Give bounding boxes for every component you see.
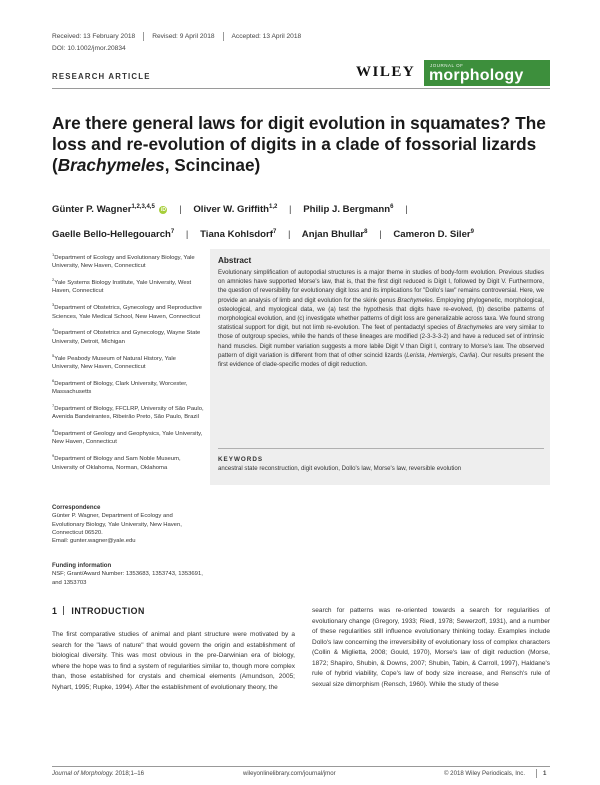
affiliation: $^5$Yale Peabody Museum of Natural History, Yale University, New Haven, Connecticut — [52, 352, 176, 370]
doi[interactable]: DOI: 10.1002/jmor.20834 — [52, 45, 126, 52]
author-separator: | — [287, 229, 291, 241]
correspondence-heading: Correspondence — [52, 504, 101, 511]
title-line: loss and re-evolution of digits in a clade of fossorial lizards — [52, 134, 537, 154]
affiliation: $^6$Department of Biology, Clark University, Worcester, Massachusetts — [52, 377, 188, 396]
footer-divider — [52, 766, 550, 767]
footer-separator — [536, 769, 537, 778]
date-separator — [143, 32, 144, 41]
journal-logo — [424, 60, 550, 86]
body-column-right: search for patterns was re-oriented towards a search for regularities of evolutionary change (Gregory, 1933; Riedl, 1978; Sewerzoff, 1931), and a number of these regularities still influence evolutionary thinking today. Examples include Dollo's law concerning the irreversibility of evolutionary loss of complex characters (Collin & Miglietta, 2008; Gould, 1970), Morse's law of digit reduction (Morse, 1872; Shapiro, Shubin, & Downs, 2007; Shubin, Tabin, & Carroll, 1997), Haldane's rule of hybrid viability, Cope's law of body size increase, and Rensch's rule of sexual size dimorphism (Rensch, 1960). While the study of these — [312, 607, 550, 688]
affiliation: $^7$Department of Biology, FFCLRP, University of São Paulo, Avenida Bandeirantes, Ribeirão Preto, São Paulo, Brazil — [52, 402, 204, 421]
keywords-heading: KEYWORDS — [218, 456, 264, 463]
author[interactable]: Oliver W. Griffith$^{1,2}$ — [193, 204, 278, 216]
author[interactable]: Günter P. Wagner$^{1,2,3,4,5}$ — [52, 204, 155, 216]
publisher-logo: WILEY — [356, 64, 416, 80]
body-column-left: The first comparative studies of animal and plant structure were motivated by a search for the "laws of nature" that would govern the origin and establishment of biological diversity. This was most obvious in the pre-Darwinian era of biology, where the hope was to find a system of regularities similar to, though more complex than, those established for crystals and chemical elements (Amundson, 2005; Nyhart, 1995; Rupke, 1994). After the establishment of evolutionary theory, the — [52, 631, 295, 691]
revised-date: Revised: 9 April 2018 — [152, 33, 215, 40]
article-title — [52, 113, 550, 176]
article-dates — [52, 32, 301, 41]
keywords-text: ancestral state reconstruction, digit evolution, Dollo's law, Morse's law, reversible evolution — [218, 465, 462, 472]
author[interactable]: Philip J. Bergmann$^6$ — [303, 204, 394, 216]
page-number: 1 — [543, 770, 547, 777]
footer-url[interactable]: wileyonlinelibrary.com/journal/jmor — [243, 770, 336, 777]
author-row — [52, 196, 552, 221]
correspondence-email[interactable]: Email: gunter.wagner@yale.edu — [52, 538, 136, 545]
affiliation: $^8$Department of Geology and Geophysics, Yale University, New Haven, Connecticut — [52, 428, 203, 446]
funding — [52, 562, 204, 587]
funding-heading: Funding information — [52, 562, 112, 569]
footer-copyright: © 2018 Wiley Periodicals, Inc. — [444, 770, 526, 777]
abstract-divider — [218, 448, 544, 449]
correspondence-text: Günter P. Wagner, Department of Ecology and Evolutionary Biology, Yale University, New Haven, Connecticut 06520. — [52, 513, 182, 536]
affiliation: $^1$Department of Ecology and Evolutionary Biology, Yale University, New Haven, Connecticut — [52, 252, 195, 270]
author-list — [52, 196, 552, 246]
journal-logo-name: morphology — [429, 67, 524, 84]
affiliation: $^3$Department of Obstetrics, Gynecology and Reproductive Sciences, Yale Medical School, New Haven, Connecticut — [52, 302, 202, 320]
title-line: Are there general laws for digit evolution in squamates? The — [52, 113, 546, 133]
author-separator: | — [405, 204, 408, 216]
author-separator: | — [379, 229, 382, 241]
abstract-heading: Abstract — [218, 256, 252, 265]
journal-logo-small: JOURNAL OF — [430, 63, 464, 68]
author[interactable]: Gaelle Bello-Hellegouarch$^7$ — [52, 229, 175, 241]
orcid-icon[interactable]: iD — [160, 207, 166, 214]
title-line: (Brachymeles, Scincinae) — [52, 155, 261, 175]
author[interactable]: Tiana Kohlsdorf$^7$ — [200, 229, 277, 241]
accepted-date: Accepted: 13 April 2018 — [231, 33, 302, 40]
article-type: RESEARCH ARTICLE — [52, 72, 151, 81]
footer-citation: Journal of Morphology. 2018;1–16 — [52, 770, 145, 777]
author[interactable]: Anjan Bhullar$^8$ — [301, 229, 368, 241]
author[interactable]: Cameron D. Siler$^9$ — [393, 229, 474, 241]
correspondence — [52, 504, 204, 545]
header-divider — [52, 88, 550, 89]
author-separator: | — [185, 229, 189, 241]
funding-text: NSF; Grant/Award Number: 1353683, 1353743, 1353691, and 1353703 — [52, 571, 203, 586]
date-separator — [223, 32, 224, 41]
abstract-text: Evolutionary simplification of autopodial structures is a major theme in studies of body-form evolution. Previous studies on amniotes have supported Morse's law, that is, that the first digit reduced is Digit I, followed by Digit V. Furthermore, the question of reversibility for evolutionary digit loss and its implications for "Dollo's law" remains controversial. Here, we provide an analysis of limb and digit evolution for the skink genus Brachymeles. Employing phylogenetic, morphological, osteological, and myological data, we (a) test the hypothesis that digits have re-evolved, (b) describe patterns of morphological evolution, and (c) investigate whether patterns of digit loss are generalizable across taxa. We found strong statistical support for digit, but not limb re-evolution. The feet of pentadactyl species of Brachymeles are very similar to those of outgroup species, while the hands of these lineages are modified (2-3-3-3-2) and have a reduced set of intrinsic hand muscles. Digit number variation suggests a more labile Digit V than Digit I, contrary to Morse's law. The observed pattern of digit variation is different from that of other scincid lizards (Lerista, Hemiergis, Carlia). Our results present the first evidence of clade-specific modes of digit reduction. — [218, 269, 544, 369]
affiliation: $^2$Yale Systems Biology Institute, Yale University, West Haven, Connecticut — [52, 277, 192, 295]
author-row — [52, 221, 552, 246]
author-separator: | — [289, 204, 292, 216]
author-separator: | — [179, 204, 182, 216]
affiliations — [52, 251, 204, 477]
affiliation: $^9$Department of Biology and Sam Noble Museum, University of Oklahoma, Norman, Oklahoma — [52, 453, 181, 471]
affiliation: $^4$Department of Obstetrics and Gynecology, Wayne State University, Detroit, Michigan — [52, 327, 201, 345]
received-date: Received: 13 February 2018 — [52, 33, 136, 40]
section-heading: 1 INTRODUCTION — [52, 606, 145, 616]
